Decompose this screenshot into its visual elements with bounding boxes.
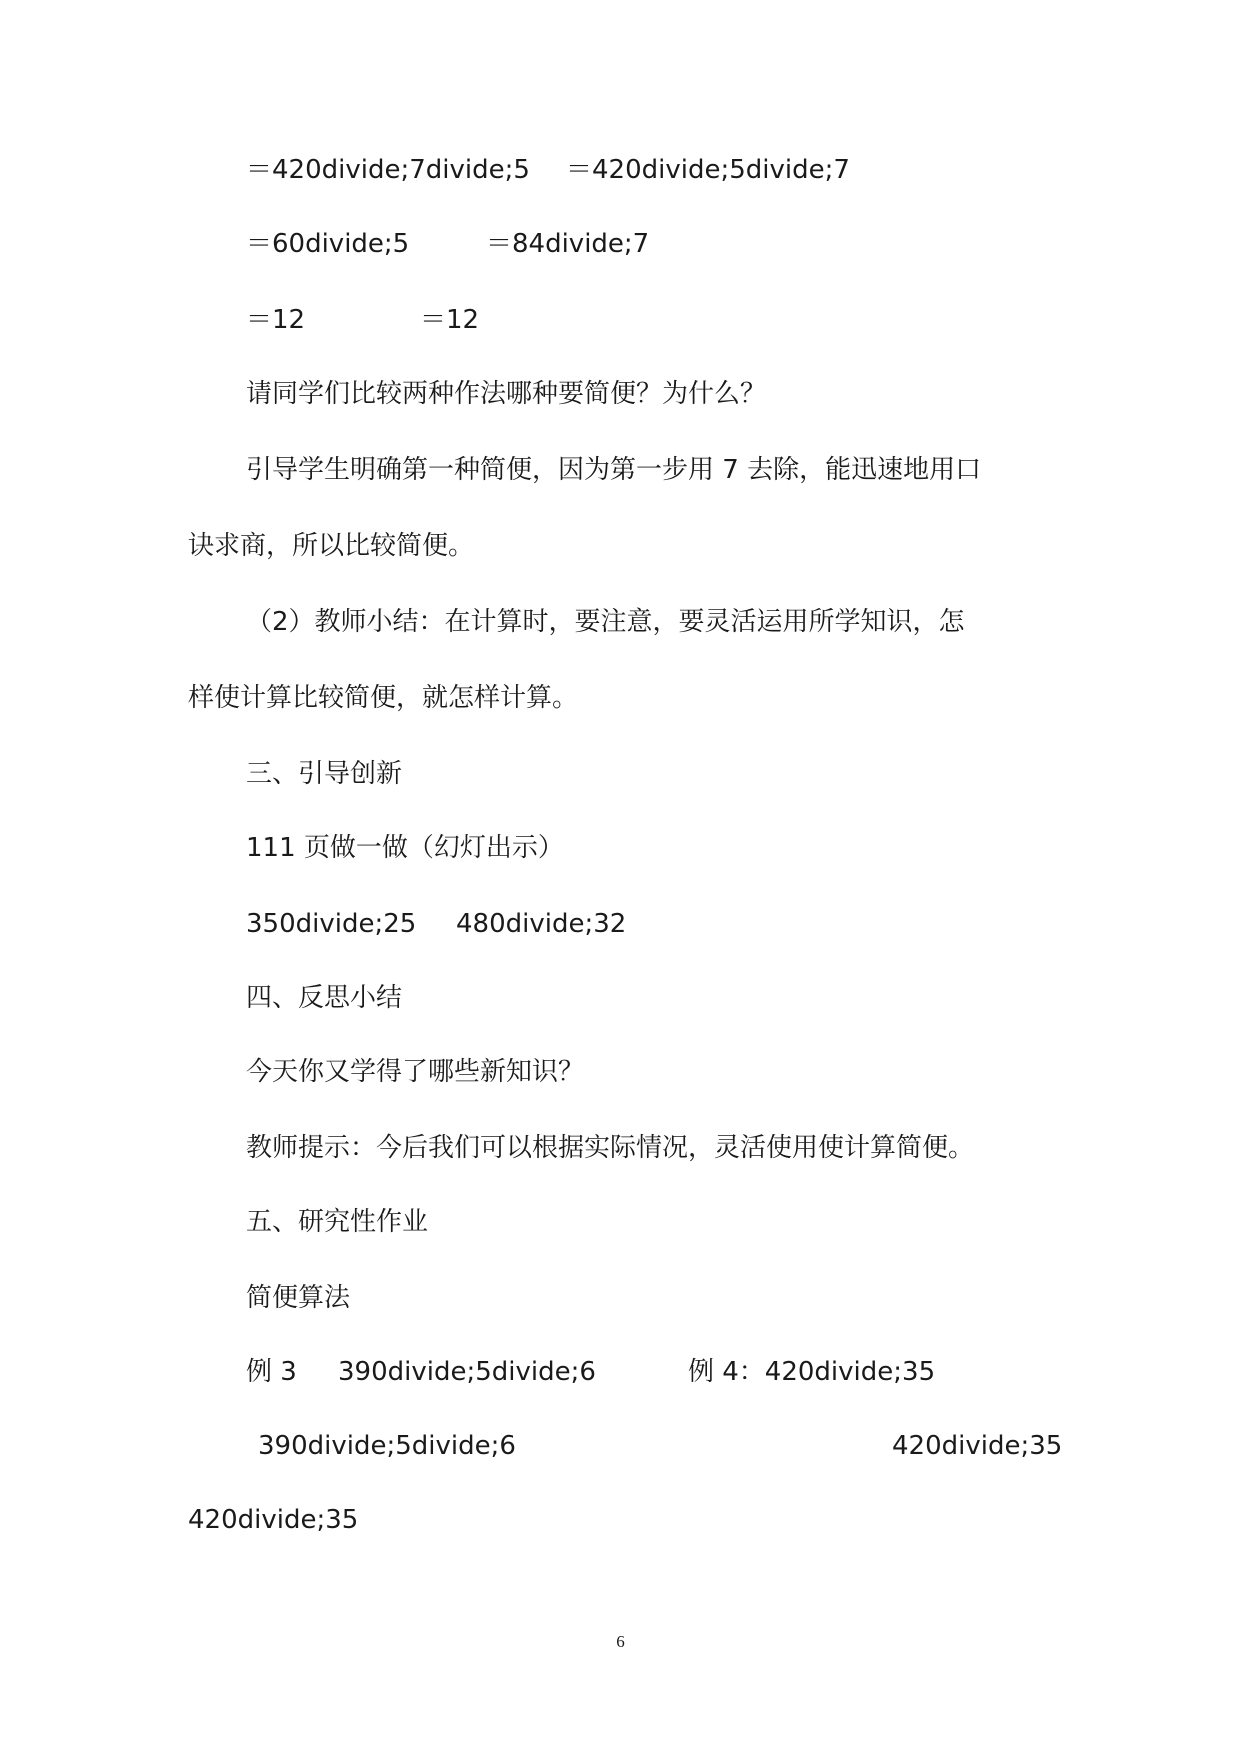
example3-expression-repeat: 390divide;5divide;6: [258, 1431, 516, 1461]
section-heading-4: 四、反思小结: [246, 983, 403, 1013]
summary-paragraph-line2: 样使计算比较简便，就怎样计算。: [188, 683, 579, 713]
guide-paragraph-line2: 诀求商，所以比较简便。: [188, 531, 475, 561]
page-number: 6: [616, 1632, 625, 1651]
practice-expr-a: 350divide;25: [246, 909, 417, 939]
example4-expression-last: 420divide;35: [188, 1505, 359, 1535]
example4-expression-repeat: 420divide;35: [892, 1431, 1063, 1461]
practice-expr-b: 480divide;32: [456, 909, 627, 939]
calc-row2-left: ＝60divide;5: [246, 229, 410, 259]
section-heading-3: 三、引导创新: [246, 759, 403, 789]
example3-expression: 390divide;5divide;6: [338, 1357, 596, 1387]
calc-row1-right: ＝420divide;5divide;7: [566, 155, 850, 185]
calc-row1-left: ＝420divide;7divide;5: [246, 155, 530, 185]
example4-label: 例 4：420divide;35: [688, 1357, 936, 1387]
summary-paragraph-line1: （2）教师小结：在计算时，要注意，要灵活运用所学知识，怎: [246, 607, 965, 637]
calc-row3-left: ＝12: [246, 305, 306, 335]
teacher-tip: 教师提示：今后我们可以根据实际情况，灵活使用使计算简便。: [246, 1133, 975, 1163]
calc-row2-right: ＝84divide;7: [486, 229, 650, 259]
question-paragraph: 请同学们比较两种作法哪种要简便？为什么？: [246, 379, 767, 409]
section-heading-5: 五、研究性作业: [246, 1207, 429, 1237]
reflect-question: 今天你又学得了哪些新知识？: [246, 1057, 585, 1087]
practice-title: 111 页做一做（幻灯出示）: [246, 833, 564, 863]
guide-paragraph-line1: 引导学生明确第一种简便，因为第一步用 7 去除，能迅速地用口: [246, 455, 982, 485]
example3-label: 例 3: [246, 1357, 297, 1387]
calc-row3-right: ＝12: [420, 305, 480, 335]
method-title: 简便算法: [246, 1283, 351, 1313]
